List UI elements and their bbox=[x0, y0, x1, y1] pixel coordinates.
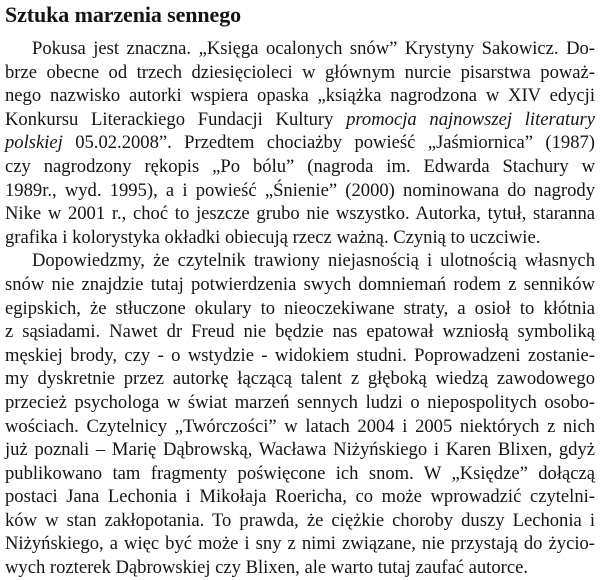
text-line: 1989r., wyd. 1995), a i powieść „Śnienie” (2000) nominowana do nagrody bbox=[5, 179, 595, 201]
text-line: męskiej brody, czy - o wstydzie - widokiem studni. Poprowadzeni zostanie- bbox=[5, 344, 595, 366]
article-title: Sztuka marzenia sennego bbox=[5, 2, 242, 27]
text-fragment: 05.02.2008”. Przedtem chociażby powieść „Jaśmiornica” (1987) bbox=[62, 132, 595, 154]
text-line: my dyskretnie przez autorkę łączącą talent z głęboką wiedzą zawodowego bbox=[5, 368, 595, 390]
text-line: brze obecne od trzech dziesięcioleci w głównym nurcie pisarstwa poważ- bbox=[5, 61, 595, 83]
text-line: Pokusa jest znaczna. „Księga ocalonych snów” Krystyny Sakowicz. Do- bbox=[32, 38, 595, 59]
text-line: nego nazwisko autorki wspiera opaska „książka nagrodzona w XIV edycji bbox=[5, 85, 595, 107]
text-line: przecież psychologa w świat marzeń sennych ludzi o niepospolitych osobo- bbox=[5, 391, 595, 413]
article bbox=[5, 2, 595, 580]
paragraph-2 bbox=[5, 249, 595, 579]
text-line: Niżyńskiego, a więc być może i sny z nimi związane, nie przystają do życio- bbox=[5, 533, 595, 555]
text-line: Nike w 2001 r., choć to jeszcze grubo nie wszystko. Autorka, tytuł, staranna bbox=[5, 203, 595, 225]
text-line: ków w stan zakłopotania. To prawda, że ciężkie choroby duszy Lechonia i bbox=[5, 509, 595, 531]
text-line-mixed bbox=[5, 108, 595, 132]
text-line: Dopowiedzmy, że czytelnik trawiony niejasnością i ulotnością własnych bbox=[32, 250, 595, 272]
italic-phrase: promocja najnowszej literatury bbox=[346, 108, 595, 130]
article-body bbox=[5, 37, 595, 580]
text-line: czy nagrodzony rękopis „Po bólu” (nagroda im. Edwarda Stachury w bbox=[5, 155, 595, 177]
text-line: już poznali – Marię Dąbrowską, Wacława Niżyńskiego i Karen Blixen, gdyż bbox=[5, 439, 595, 461]
text-line: wościach. Czytelnicy „Twórczości” w latach 2004 i 2005 niektórych z nich bbox=[5, 415, 595, 437]
text-fragment: Konkursu Literackiego Fundacji Kultury bbox=[5, 108, 347, 130]
text-line: grafika i kolorystyka okładki obiecują rzecz ważną. Czynią to uczciwie. bbox=[5, 226, 541, 248]
text-line: postaci Jana Lechonia i Mikołaja Roericha, co może wprowadzić czytelni- bbox=[5, 486, 595, 508]
text-line: wych rozterek Dąbrowskiej czy Blixen, ale warto tutaj zaufać autorce. bbox=[5, 557, 528, 579]
text-line: z sąsiadami. Nawet dr Freud nie będzie nas epatował wzniosłą symboliką bbox=[5, 321, 595, 343]
text-line: snów nie znajdzie tutaj potwierdzenia swych domniemań rodem z senników bbox=[5, 273, 595, 295]
paragraph-1 bbox=[5, 37, 595, 249]
text-line-mixed bbox=[5, 131, 595, 155]
text-line: egipskich, że stłuczone okulary to nieoczekiwane straty, a osioł to kłótnia bbox=[5, 297, 595, 319]
text-line: publikowano tam fragmenty poświęcone ich snom. W „Księdze” dołączą bbox=[5, 462, 595, 484]
italic-phrase: polskiej bbox=[5, 132, 63, 154]
